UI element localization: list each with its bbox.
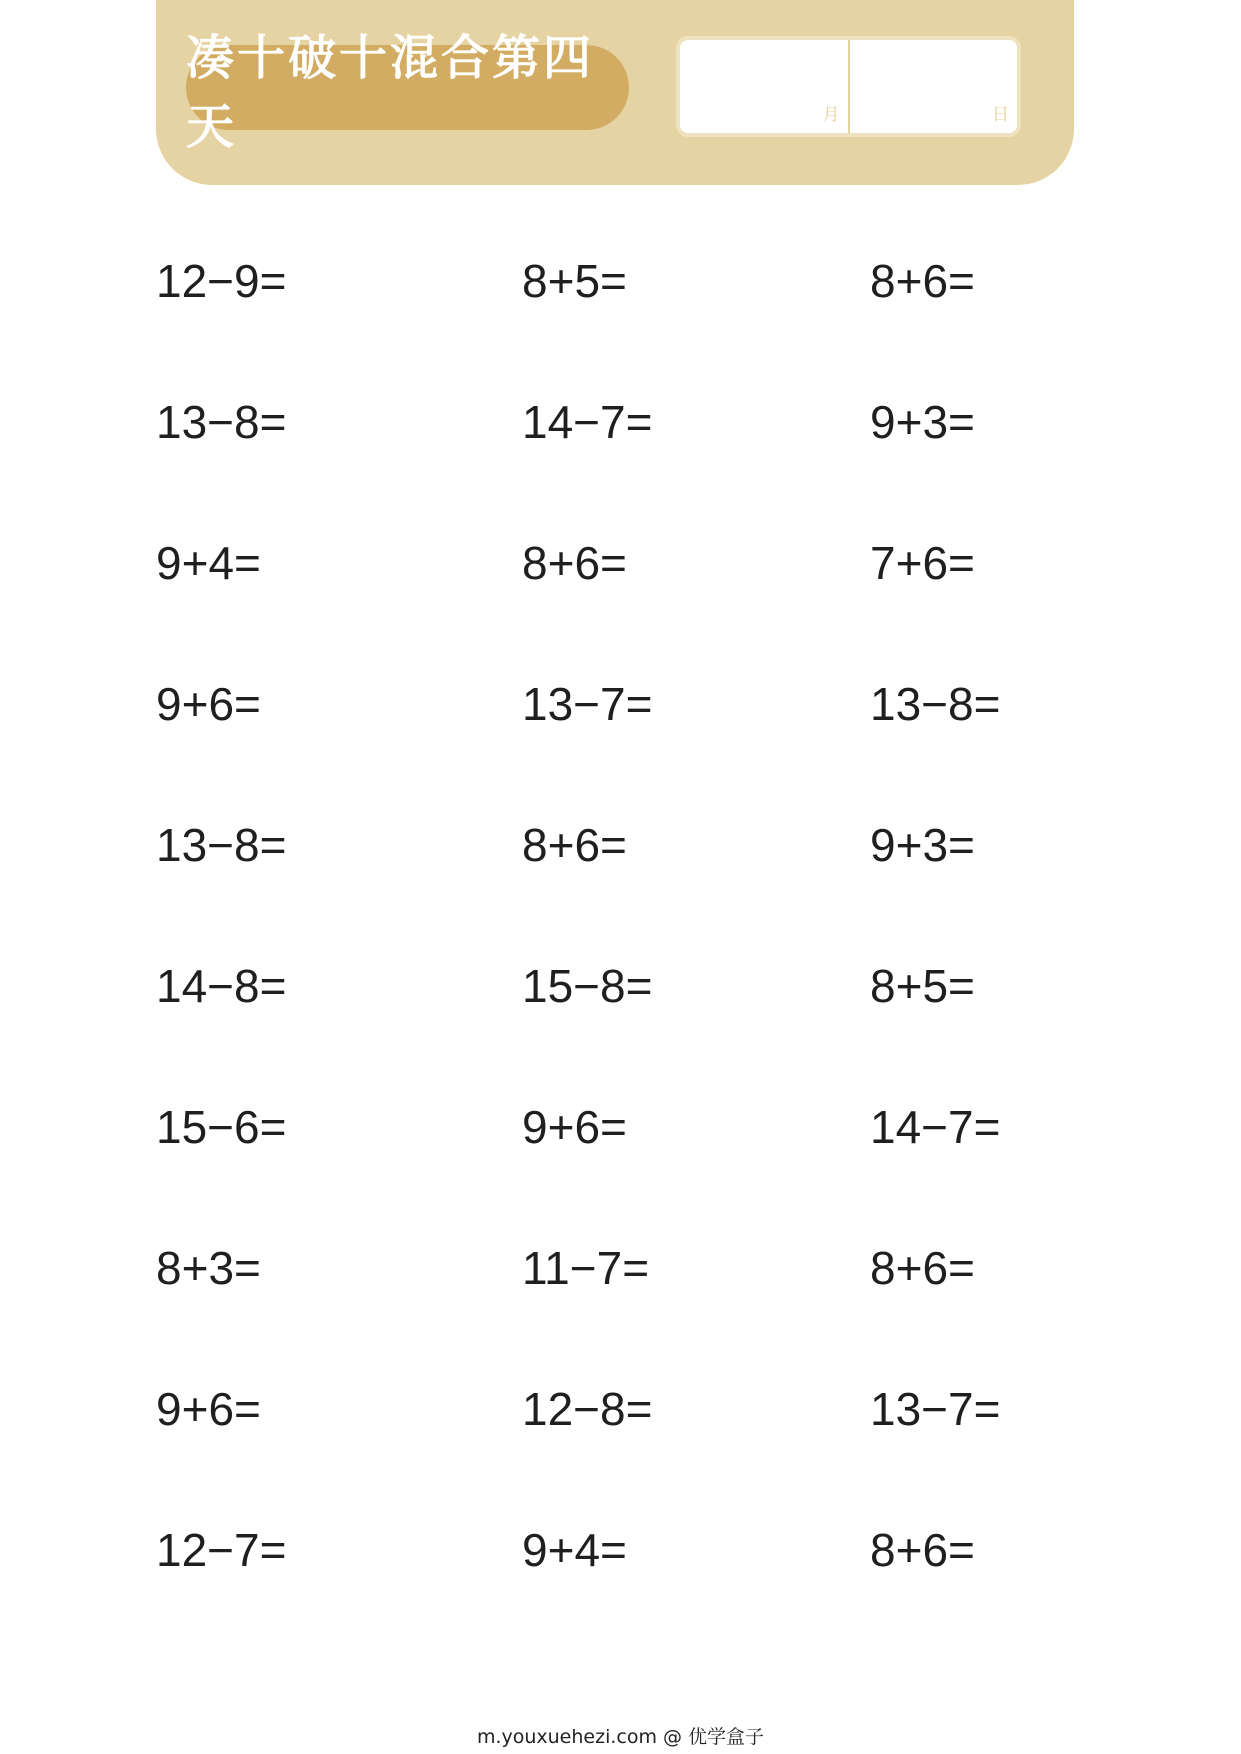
problem: 9+6= — [522, 1101, 627, 1153]
problem: 8+6= — [522, 537, 627, 589]
problem: 14−7= — [522, 396, 653, 448]
problem: 12−9= — [156, 255, 287, 307]
month-label: 月 — [822, 105, 840, 125]
problem: 13−7= — [522, 678, 653, 730]
problem: 11−7= — [522, 1242, 650, 1294]
worksheet-title: 凑十破十混合第四天 — [186, 29, 595, 155]
day-label: 日 — [992, 105, 1009, 125]
problem: 8+3= — [156, 1242, 261, 1294]
problem: 12−7= — [156, 1524, 287, 1576]
problem: 15−8= — [522, 960, 653, 1012]
problem: 13−8= — [870, 678, 1001, 730]
problem: 8+6= — [870, 1524, 975, 1576]
problem: 8+5= — [870, 960, 975, 1012]
problem: 8+6= — [522, 819, 627, 871]
problem: 13−8= — [156, 396, 287, 448]
problem: 14−7= — [870, 1101, 1001, 1153]
problem: 8+5= — [522, 255, 627, 307]
problem: 12−8= — [522, 1383, 653, 1435]
problem: 8+6= — [870, 1242, 975, 1294]
problem: 14−8= — [156, 960, 287, 1012]
problem: 9+4= — [522, 1524, 627, 1576]
problem: 9+6= — [156, 678, 261, 730]
problem: 9+3= — [870, 819, 975, 871]
problem: 9+3= — [870, 396, 975, 448]
problem: 13−7= — [870, 1383, 1001, 1435]
problem: 15−6= — [156, 1101, 287, 1153]
problem: 9+4= — [156, 537, 261, 589]
footer-watermark: m.youxuehezi.com @ 优学盒子 — [476, 1726, 765, 1748]
problem: 13−8= — [156, 819, 287, 871]
problem: 7+6= — [870, 537, 975, 589]
problem: 9+6= — [156, 1383, 261, 1435]
problem: 8+6= — [870, 255, 975, 307]
